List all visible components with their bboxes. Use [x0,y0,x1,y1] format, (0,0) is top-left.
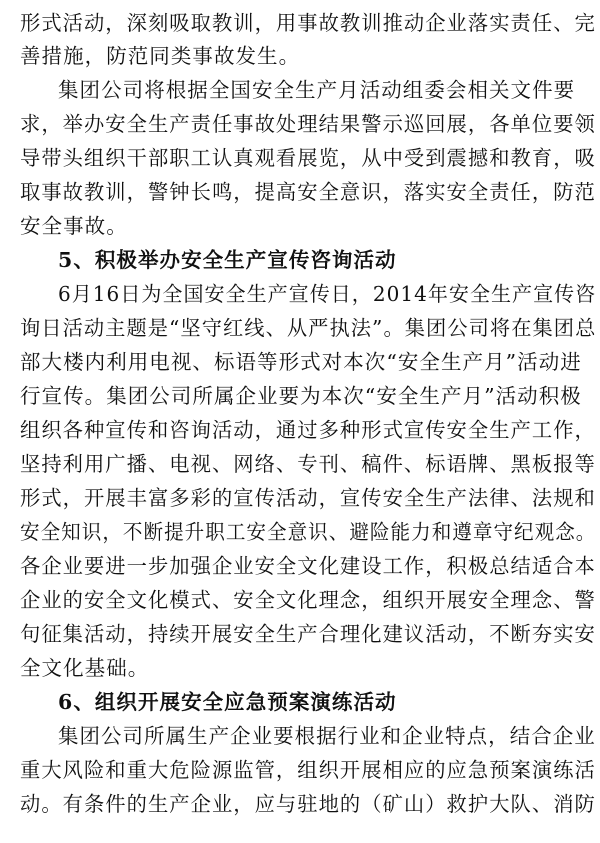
paragraph-line: 组织各种宣传和咨询活动，通过多种形式宣传安全生产工作， [20,418,596,442]
paragraph-line: 坚持利用广播、电视、网络、专刊、稿件、标语牌、黑板报等 [20,452,596,476]
paragraph-line: 安全事故。 [20,214,128,238]
paragraph-line: 企业的安全文化模式、安全文化理念，组织开展安全理念、警 [20,588,596,612]
paragraph-line: 重大风险和重大危险源监管，组织开展相应的应急预案演练活 [20,758,596,782]
paragraph-line: 集团公司所属生产企业要根据行业和企业特点，结合企业 [58,724,596,748]
paragraph-line: 6月16日为全国安全生产宣传日，2014年安全生产宣传咨 [58,282,597,306]
paragraph-line: 求，举办安全生产责任事故处理结果警示巡回展，各单位要领 [20,112,596,136]
paragraph-line: 安全知识，不断提升职工安全意识、避险能力和遵章守纪观念。 [20,520,597,544]
paragraph-line: 善措施，防范同类事故发生。 [20,44,301,68]
paragraph-line: 全文化基础。 [20,656,150,680]
paragraph-line: 行宣传。集团公司所属企业要为本次“安全生产月”活动积极 [20,384,582,408]
paragraph-line: 形式，开展丰富多彩的宣传活动，宣传安全生产法律、法规和 [20,486,596,510]
paragraph-line: 部大楼内利用电视、标语等形式对本次“安全生产月”活动进 [20,350,582,374]
paragraph-line: 各企业要进一步加强企业安全文化建设工作，积极总结适合本 [20,554,596,578]
paragraph-line: 导带头组织干部职工认真观看展览，从中受到震撼和教育，吸 [20,146,596,170]
paragraph-line: 取事故教训，警钟长鸣，提高安全意识，落实安全责任，防范 [20,180,596,204]
paragraph-line: 动。有条件的生产企业，应与驻地的（矿山）救护大队、消防 [20,792,596,816]
paragraph-line: 询日活动主题是“坚守红线、从严执法”。集团公司将在集团总 [20,316,597,340]
section-heading: 5、积极举办安全生产宣传咨询活动 [58,248,397,272]
paragraph-line: 集团公司将根据全国安全生产月活动组委会相关文件要 [58,78,576,102]
paragraph-line: 形式活动，深刻吸取教训，用事故教训推动企业落实责任、完 [20,11,596,35]
paragraph-line: 句征集活动，持续开展安全生产合理化建议活动，不断夯实安 [20,622,596,646]
section-heading: 6、组织开展安全应急预案演练活动 [58,690,397,714]
